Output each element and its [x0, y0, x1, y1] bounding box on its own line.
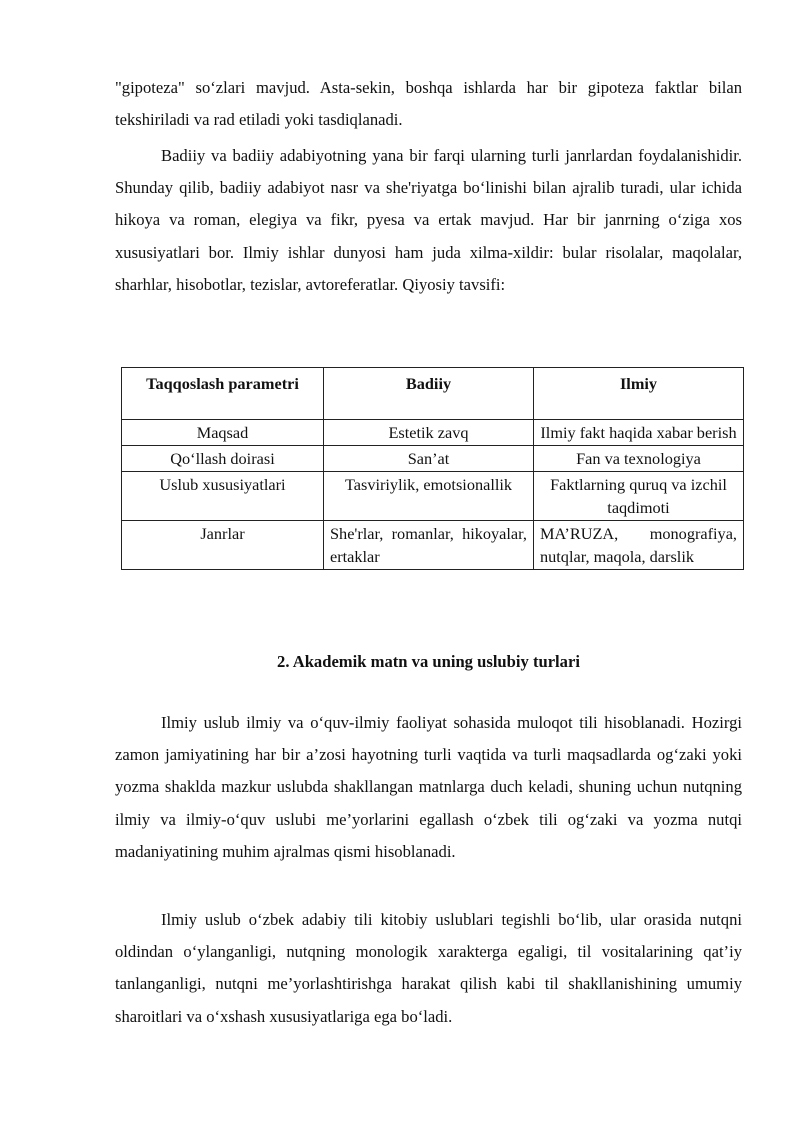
- table-cell: Janrlar: [122, 521, 324, 570]
- table-cell: Faktlarning quruq va izchil taqdimoti: [534, 472, 744, 521]
- table-cell: She'rlar, romanlar, hikoyalar, ertaklar: [324, 521, 534, 570]
- table-cell: Uslub xususiyatlari: [122, 472, 324, 521]
- table-row: [122, 521, 744, 570]
- table-cell: Estetik zavq: [324, 420, 534, 446]
- table-header-row: [122, 368, 744, 420]
- table-header-cell: Taqqoslash parametri: [122, 368, 324, 420]
- comparison-table: [121, 367, 744, 570]
- table-row: [122, 420, 744, 446]
- table-cell: Qo‘llash doirasi: [122, 446, 324, 472]
- section-heading: 2. Akademik matn va uning uslubiy turlari: [277, 652, 580, 671]
- table-cell: Maqsad: [122, 420, 324, 446]
- table-cell: San’at: [324, 446, 534, 472]
- paragraph-scientific-style: Ilmiy uslub ilmiy va o‘quv-ilmiy faoliyat sohasida muloqot tili hisoblanadi. Hozirgi zamon jamiyatining har bir a’zosi hayotning turli vaqtida va turli maqsadlarda og‘zaki yoki yozma shaklda mazkur uslubda shakllangan matnlarga duch keladi, shuning uchun nutqning ilmiy va ilmiy-o‘quv uslubi me’yorlarini egallash o‘zbek tili og‘zaki va yozma nutqi madaniyatining muhim ajralmas qismi hisoblanadi.: [115, 713, 742, 861]
- table-cell: Fan va texnologiya: [534, 446, 744, 472]
- table-cell: Ilmiy fakt haqida xabar berish: [534, 420, 744, 446]
- paragraph-genres: Badiiy va badiiy adabiyotning yana bir farqi ularning turli janrlardan foydalanishidir. Shunday qilib, badiiy adabiyot nasr va she'riyatga bo‘linishi bilan ajralib turadi, ular ichida hikoya va roman, elegiya va fikr, pyesa va ertak mavjud. Har bir janrning o‘ziga xos xususiyatlari bor. Ilmiy ishlar dunyosi ham juda xilma-xildir: bular risolalar, maqolalar, sharhlar, hisobotlar, tezislar, avtoreferatlar. Qiyosiy tavsifi:: [115, 146, 742, 294]
- paragraph-intro: "gipoteza" so‘zlari mavjud. Asta-sekin, boshqa ishlarda har bir gipoteza faktlar bilan tekshiriladi va rad etiladi yoki tasdiqlanadi.: [115, 78, 742, 130]
- table-row: [122, 472, 744, 521]
- table-row: [122, 446, 744, 472]
- table-cell: Tasviriylik, emotsionallik: [324, 472, 534, 521]
- table-header-cell: Ilmiy: [534, 368, 744, 420]
- table-cell: MA’RUZA, monografiya, nutqlar, maqola, darslik: [534, 521, 744, 570]
- paragraph-book-styles: Ilmiy uslub o‘zbek adabiy tili kitobiy uslublari tegishli bo‘lib, ular orasida nutqni oldindan o‘ylanganligi, nutqning monologik xarakterga egaligi, til vositalarining qat’iy tanlanganligi, nutqni me’yorlashtirishga harakat qilish kabi til shakllanishining umumiy sharoitlari va o‘xshash xususiyatlariga ega bo‘ladi.: [115, 910, 742, 1026]
- table-header-cell: Badiiy: [324, 368, 534, 420]
